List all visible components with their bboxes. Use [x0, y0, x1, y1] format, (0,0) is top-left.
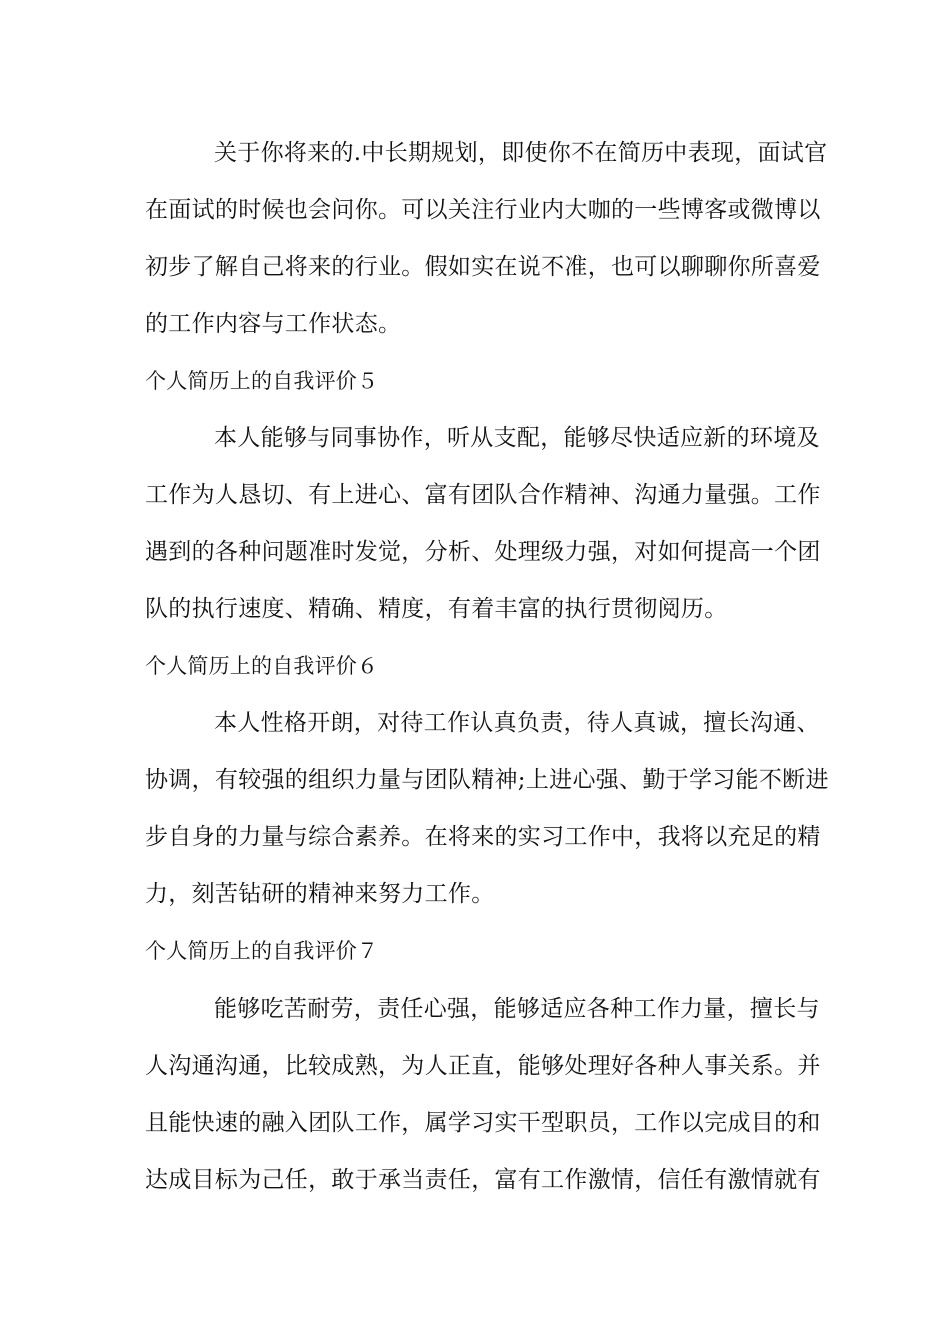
paragraph-line: 初步了解自己将来的行业。假如实在说不准，也可以聊聊你所喜爱 [145, 254, 821, 280]
paragraph-line: 遇到的各种问题准时发觉，分析、处理级力强，对如何提高一个团 [145, 539, 821, 565]
paragraph-line: 人沟通沟通，比较成熟，为人正直，能够处理好各种人事关系。并 [145, 1053, 821, 1079]
paragraph-line: 队的执行速度、精确、精度，有着丰富的执行贯彻阅历。 [145, 596, 728, 622]
paragraph-line: 关于你将来的.中长期规划，即使你不在简历中表现，面试官 [214, 140, 828, 166]
paragraph-line: 的工作内容与工作状态。 [145, 311, 402, 337]
paragraph-line: 本人性格开朗，对待工作认真负责，待人真诚，擅长沟通、 [214, 710, 820, 736]
paragraph-line: 本人能够与同事协作，听从支配，能够尽快适应新的环境及 [214, 425, 820, 451]
paragraph-line: 达成目标为己任，敢于承当责任，富有工作激情，信任有激情就有 [145, 1167, 821, 1193]
section-heading: 个人简历上的自我评价７ [145, 939, 379, 963]
paragraph-line: 协调，有较强的组织力量与团队精神;上进心强、勤于学习能不断进 [145, 767, 829, 793]
paragraph-line: 在面试的时候也会问你。可以关注行业内大咖的一些博客或微博以 [145, 197, 821, 223]
section-heading: 个人简历上的自我评价５ [145, 369, 379, 393]
paragraph-line: 且能快速的融入团队工作，属学习实干型职员，工作以完成目的和 [145, 1110, 821, 1136]
paragraph-line: 步自身的力量与综合素养。在将来的实习工作中，我将以充足的精 [145, 824, 821, 850]
paragraph-line: 力，刻苦钻研的精神来努力工作。 [145, 881, 495, 907]
paragraph-line: 能够吃苦耐劳，责任心强，能够适应各种工作力量，擅长与 [214, 996, 820, 1022]
section-heading: 个人简历上的自我评价６ [145, 654, 379, 678]
paragraph-line: 工作为人恳切、有上进心、富有团队合作精神、沟通力量强。工作 [145, 482, 821, 508]
